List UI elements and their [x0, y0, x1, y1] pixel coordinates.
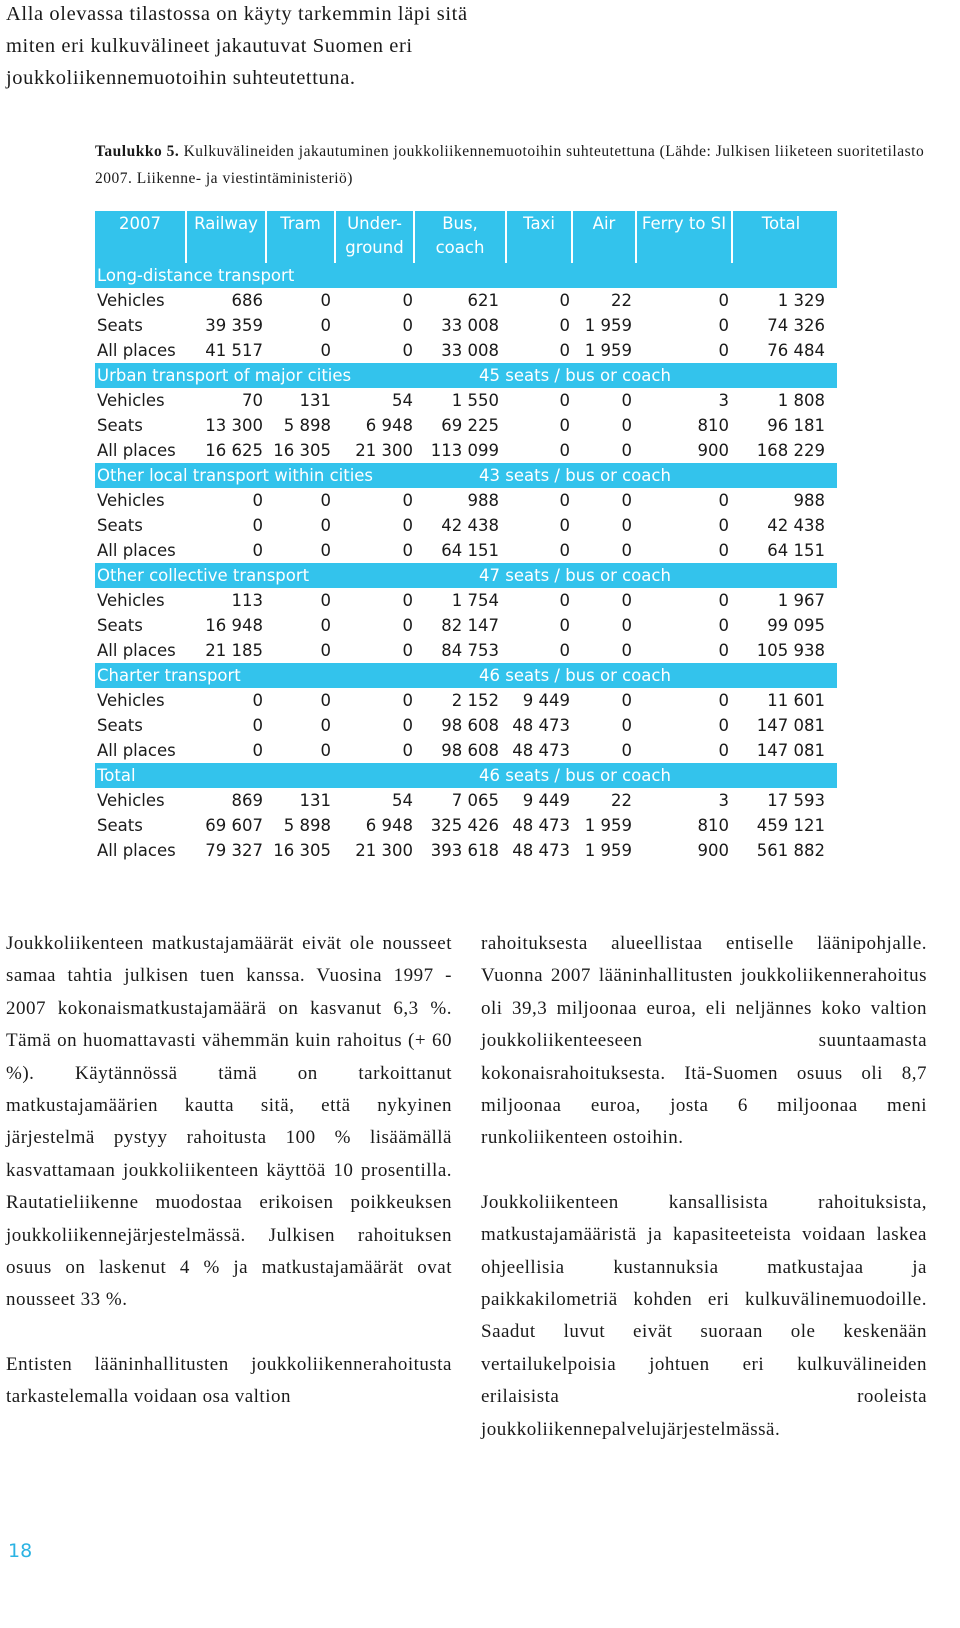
table-cell: 988: [793, 491, 825, 510]
caption-text: Kulkuvälineiden jakautuminen joukkoliikennemuotoihin suhteutettuna (Lähde: Julkisen liiketeen suoritetilasto 2007. Liikenne- ja viestintäministeriö): [95, 143, 925, 187]
table-cell: 54: [392, 391, 413, 410]
header-railway: Railway: [194, 214, 258, 233]
header-ferry: Ferry to SI: [641, 214, 727, 233]
table-row: [95, 638, 837, 663]
table-cell: 2 152: [451, 691, 499, 710]
table-cell: 0: [252, 741, 263, 760]
row-label: Seats: [97, 316, 143, 335]
table-row: [95, 688, 837, 713]
table-cell: 69 607: [205, 816, 263, 835]
body-paragraph: Entisten lääninhallitusten joukkoliikennerahoitusta tarkastelemalla voidaan osa valtion: [6, 1353, 452, 1408]
table-cell: 82 147: [441, 616, 499, 635]
table-cell: 41 517: [205, 341, 263, 360]
table-cell: 147 081: [756, 741, 825, 760]
table-cell: 0: [718, 341, 729, 360]
table-cell: 69 225: [441, 416, 499, 435]
table-cell: 0: [402, 616, 413, 635]
row-label: Seats: [97, 716, 143, 735]
section-header: [95, 663, 837, 688]
table-row: [95, 838, 837, 863]
section-note: 43 seats / bus or coach: [479, 466, 671, 485]
body-column-left: [6, 928, 452, 1446]
table-cell: 0: [621, 516, 632, 535]
table-cell: 9 449: [522, 691, 570, 710]
table-cell: 0: [320, 591, 331, 610]
row-label: All places: [97, 641, 176, 660]
table-cell: 0: [559, 291, 570, 310]
header-bus-coach: Bus, coach: [435, 214, 485, 257]
table-cell: 48 473: [512, 741, 570, 760]
table-row: [95, 388, 837, 413]
table-cell: 900: [697, 841, 729, 860]
table-cell: 0: [320, 491, 331, 510]
table-cell: 6 948: [365, 816, 413, 835]
table-cell: 0: [320, 616, 331, 635]
table-cell: 33 008: [441, 316, 499, 335]
table-cell: 561 882: [756, 841, 825, 860]
table-cell: 21 300: [355, 841, 413, 860]
table-cell: 0: [559, 616, 570, 635]
row-label: Vehicles: [97, 291, 165, 310]
row-label: Vehicles: [97, 491, 165, 510]
table-cell: 11 601: [767, 691, 825, 710]
row-label: Vehicles: [97, 391, 165, 410]
table-cell: 0: [718, 291, 729, 310]
table-cell: 0: [621, 416, 632, 435]
table-row: [95, 313, 837, 338]
table-cell: 0: [320, 316, 331, 335]
row-label: All places: [97, 541, 176, 560]
table-row: [95, 413, 837, 438]
table-cell: 7 065: [451, 791, 499, 810]
section-title: Urban transport of major cities: [97, 366, 352, 385]
table-cell: 0: [559, 441, 570, 460]
table-cell: 621: [467, 291, 499, 310]
table-cell: 48 473: [512, 841, 570, 860]
table-cell: 0: [621, 641, 632, 660]
table-cell: 0: [252, 691, 263, 710]
table-cell: 113 099: [430, 441, 499, 460]
table-row: [95, 488, 837, 513]
row-label: Seats: [97, 516, 143, 535]
table-cell: 0: [621, 441, 632, 460]
row-label: Vehicles: [97, 791, 165, 810]
table-cell: 869: [231, 791, 263, 810]
table-cell: 96 181: [767, 416, 825, 435]
header-tram: Tram: [280, 214, 321, 233]
table-cell: 9 449: [522, 791, 570, 810]
section-header: [95, 763, 837, 788]
table-cell: 0: [402, 641, 413, 660]
header-total: Total: [761, 214, 801, 233]
table-row: [95, 338, 837, 363]
table-row: [95, 813, 837, 838]
table-cell: 0: [559, 541, 570, 560]
table-cell: 0: [621, 616, 632, 635]
table-cell: 76 484: [767, 341, 825, 360]
body-paragraph: rahoituksesta alueellistaa entiselle läänipohjalle. Vuonna 2007 lääninhallitusten joukkoliikennerahoitus oli 39,3 miljoonaa euroa, eli neljännes koko valtion joukkoliikenteeseen suuntaamasta kokonaisrahoituksesta. Itä-Suomen osuus oli 8,7 miljoonaa euroa, josta 6 miljoonaa meni runkoliikenteen ostoihin.: [481, 933, 927, 1149]
table-cell: 84 753: [441, 641, 499, 660]
table-row: [95, 438, 837, 463]
table-cell: 0: [621, 391, 632, 410]
table-cell: 0: [559, 391, 570, 410]
section-title: Other collective transport: [97, 566, 310, 585]
section-title: Total: [97, 766, 136, 785]
table-header: [95, 211, 837, 263]
section-header: [95, 563, 837, 588]
row-label: All places: [97, 341, 176, 360]
table-cell: 1 754: [451, 591, 499, 610]
table-cell: 1 959: [584, 841, 632, 860]
table-cell: 48 473: [512, 716, 570, 735]
table-cell: 5 898: [283, 416, 331, 435]
table-body: [95, 263, 837, 863]
row-label: All places: [97, 741, 176, 760]
table-cell: 0: [402, 541, 413, 560]
table-cell: 0: [320, 516, 331, 535]
table-cell: 147 081: [756, 716, 825, 735]
table-cell: 0: [718, 516, 729, 535]
table-cell: 0: [402, 691, 413, 710]
table-cell: 1 959: [584, 341, 632, 360]
table-cell: 1 550: [451, 391, 499, 410]
table-cell: 22: [611, 291, 632, 310]
row-label: Seats: [97, 816, 143, 835]
table-cell: 0: [320, 641, 331, 660]
table-cell: 0: [718, 491, 729, 510]
table-cell: 988: [467, 491, 499, 510]
table-cell: 459 121: [756, 816, 825, 835]
row-label: All places: [97, 441, 176, 460]
header-taxi: Taxi: [523, 214, 555, 233]
table-cell: 0: [252, 491, 263, 510]
transport-table: [95, 211, 837, 863]
table-cell: 74 326: [767, 316, 825, 335]
table-cell: 16 305: [273, 841, 331, 860]
table-cell: 0: [718, 641, 729, 660]
table-cell: 810: [697, 416, 729, 435]
table-cell: 0: [320, 716, 331, 735]
table-cell: 900: [697, 441, 729, 460]
table-cell: 0: [402, 491, 413, 510]
table-cell: 0: [320, 741, 331, 760]
table-cell: 131: [299, 791, 331, 810]
table-cell: 64 151: [767, 541, 825, 560]
table-cell: 0: [621, 691, 632, 710]
table-row: [95, 513, 837, 538]
table-cell: 0: [320, 341, 331, 360]
table-cell: 0: [621, 591, 632, 610]
table-row: [95, 538, 837, 563]
row-label: Vehicles: [97, 691, 165, 710]
table-cell: 0: [559, 416, 570, 435]
table-cell: 0: [718, 691, 729, 710]
table-caption: [95, 138, 945, 192]
header-underground: Under- ground: [345, 214, 404, 257]
row-label: All places: [97, 841, 176, 860]
table-cell: 1 808: [777, 391, 825, 410]
section-title: Long-distance transport: [97, 266, 295, 285]
caption-label: Taulukko 5.: [95, 143, 180, 160]
table-cell: 0: [402, 741, 413, 760]
table-cell: 0: [402, 341, 413, 360]
table-cell: 3: [718, 791, 729, 810]
table-cell: 0: [402, 716, 413, 735]
table-cell: 0: [559, 641, 570, 660]
table-cell: 0: [252, 541, 263, 560]
table-cell: 21 185: [205, 641, 263, 660]
table-cell: 0: [718, 591, 729, 610]
table-cell: 5 898: [283, 816, 331, 835]
table-cell: 98 608: [441, 741, 499, 760]
row-label: Vehicles: [97, 591, 165, 610]
table-cell: 33 008: [441, 341, 499, 360]
body-paragraph: Joukkoliikenteen kansallisista rahoituksista, matkustajamääristä ja kapasiteeteista voidaan laskea ohjeellisia kustannuksia matkustajaa ja paikkakilometriä kohden eri kulkuvälinemuodoille. Saadut luvut eivät suoraan ole keskenään vertailukelpoisia johtuen eri kulkuvälineiden erilaisista rooleista joukkoliikennepalvelujärjestelmässä.: [481, 1191, 927, 1440]
table-cell: 0: [718, 741, 729, 760]
page-number: 18: [8, 1540, 33, 1562]
table-cell: 105 938: [756, 641, 825, 660]
table-cell: 0: [718, 616, 729, 635]
table-cell: 0: [402, 591, 413, 610]
body-column-right: [481, 928, 927, 1478]
table-row: [95, 588, 837, 613]
table-cell: 21 300: [355, 441, 413, 460]
table-cell: 0: [718, 316, 729, 335]
table-cell: 0: [252, 716, 263, 735]
table-cell: 0: [559, 341, 570, 360]
table-row: [95, 613, 837, 638]
table-cell: 0: [402, 316, 413, 335]
table-cell: 0: [621, 541, 632, 560]
table-cell: 42 438: [441, 516, 499, 535]
section-header: [95, 263, 837, 288]
table-cell: 1 959: [584, 316, 632, 335]
table-cell: 99 095: [767, 616, 825, 635]
table-cell: 0: [559, 316, 570, 335]
table-cell: 0: [252, 516, 263, 535]
body-paragraph: Joukkoliikenteen matkustajamäärät eivät ole nousseet samaa tahtia julkisen tuen kanssa. Vuosina 1997 - 2007 kokonaismatkustajamäärä on kasvanut 6,3 %. Tämä on huomattavasti vähemmän kuin rahoitus (+ 60 %). Käytännössä tämä on tarkoittanut matkustajamäärien kautta sitä, että nykyinen järjestelmä pystyy rahoitusta 100 % lisäämällä kasvattamaan joukkoliikenteen käyttöä 10 prosentilla. Rautatieliikenne muodostaa erikoisen poikkeuksen joukkoliikennejärjestelmässä. Julkisen rahoituksen osuus on laskenut 4 % ja matkustajamäärät ovat nousseet 33 %.: [6, 933, 452, 1311]
table-cell: 98 608: [441, 716, 499, 735]
table-row: [95, 713, 837, 738]
table-cell: 131: [299, 391, 331, 410]
table-cell: 16 625: [205, 441, 263, 460]
table-cell: 79 327: [205, 841, 263, 860]
section-note: 46 seats / bus or coach: [479, 766, 671, 785]
header-year: 2007: [119, 214, 161, 233]
table-cell: 64 151: [441, 541, 499, 560]
header-air: Air: [592, 214, 616, 233]
table-cell: 0: [621, 716, 632, 735]
table-cell: 6 948: [365, 416, 413, 435]
table-row: [95, 288, 837, 313]
section-header: [95, 363, 837, 388]
row-label: Seats: [97, 416, 143, 435]
table-cell: 0: [320, 541, 331, 560]
section-title: Charter transport: [97, 666, 241, 685]
section-note: 45 seats / bus or coach: [479, 366, 671, 385]
table-cell: 1 959: [584, 816, 632, 835]
table-cell: 0: [320, 291, 331, 310]
table-row: [95, 788, 837, 813]
table-cell: 0: [402, 291, 413, 310]
table-cell: 113: [231, 591, 263, 610]
table-cell: 0: [621, 491, 632, 510]
section-title: Other local transport within cities: [97, 466, 374, 485]
table-cell: 3: [718, 391, 729, 410]
section-note: 47 seats / bus or coach: [479, 566, 671, 585]
table-cell: 48 473: [512, 816, 570, 835]
table-cell: 39 359: [205, 316, 263, 335]
intro-paragraph: Alla olevassa tilastossa on käyty tarkemmin läpi sitä miten eri kulkuvälineet jakautuvat Suomen eri joukkoliikennemuotoihin suhteutettuna.: [6, 3, 468, 89]
table-cell: 686: [231, 291, 263, 310]
table-cell: 0: [621, 741, 632, 760]
table-cell: 0: [559, 591, 570, 610]
table-cell: 17 593: [767, 791, 825, 810]
table-row: [95, 738, 837, 763]
table-cell: 70: [242, 391, 263, 410]
table-cell: 16 305: [273, 441, 331, 460]
table-cell: 168 229: [756, 441, 825, 460]
row-label: Seats: [97, 616, 143, 635]
table-cell: 16 948: [205, 616, 263, 635]
section-note: 46 seats / bus or coach: [479, 666, 671, 685]
table-cell: 22: [611, 791, 632, 810]
table-cell: 13 300: [205, 416, 263, 435]
table-cell: 1 967: [777, 591, 825, 610]
table-cell: 0: [559, 516, 570, 535]
table-cell: 54: [392, 791, 413, 810]
table-cell: 810: [697, 816, 729, 835]
section-header: [95, 463, 837, 488]
table-cell: 1 329: [777, 291, 825, 310]
table-cell: 42 438: [767, 516, 825, 535]
table-cell: 393 618: [430, 841, 499, 860]
table-cell: 0: [559, 491, 570, 510]
table-cell: 0: [320, 691, 331, 710]
table-cell: 0: [718, 541, 729, 560]
table-cell: 0: [718, 716, 729, 735]
table-cell: 0: [402, 516, 413, 535]
table-cell: 325 426: [430, 816, 499, 835]
